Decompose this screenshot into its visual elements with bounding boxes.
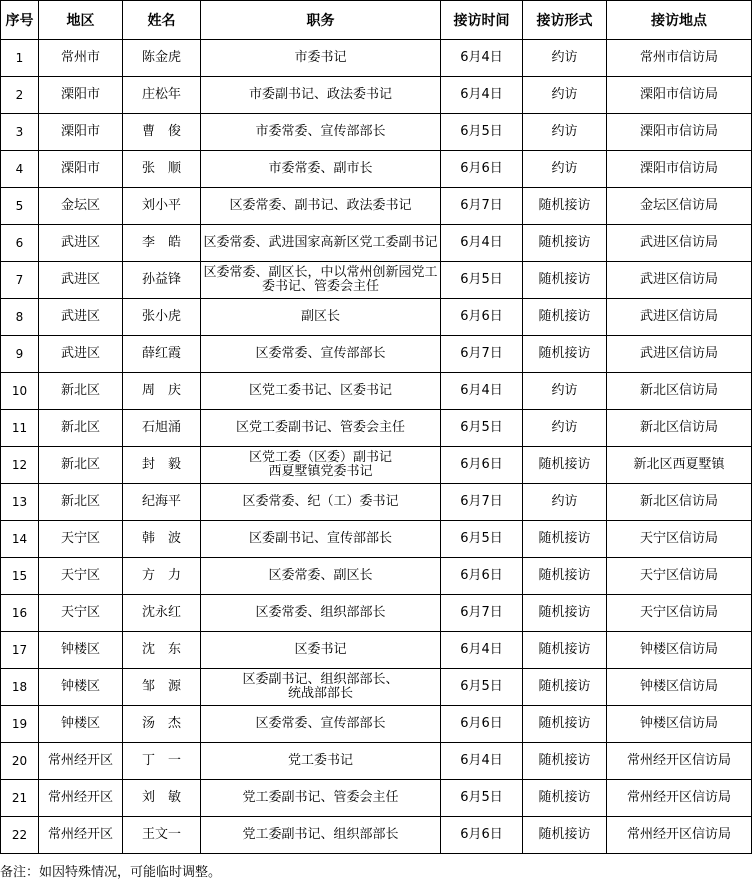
table-row [1, 521, 752, 558]
header-no: 序号 [1, 1, 39, 40]
cell-no: 15 [1, 558, 39, 595]
cell-form: 约访 [523, 77, 607, 114]
cell-no: 2 [1, 77, 39, 114]
cell-date: 6月5日 [441, 262, 523, 299]
cell-date: 6月5日 [441, 521, 523, 558]
cell-form: 随机接访 [523, 225, 607, 262]
cell-name: 王文一 [123, 817, 201, 854]
cell-place: 溧阳市信访局 [607, 77, 752, 114]
cell-name: 张小虎 [123, 299, 201, 336]
header-form: 接访形式 [523, 1, 607, 40]
table-row [1, 151, 752, 188]
cell-place: 常州经开区信访局 [607, 817, 752, 854]
table-row [1, 336, 752, 373]
cell-no: 6 [1, 225, 39, 262]
cell-no: 4 [1, 151, 39, 188]
table-row [1, 447, 752, 484]
table-row [1, 114, 752, 151]
cell-place: 天宁区信访局 [607, 558, 752, 595]
cell-no: 16 [1, 595, 39, 632]
cell-place: 常州市信访局 [607, 40, 752, 77]
table-row [1, 669, 752, 706]
header-place: 接访地点 [607, 1, 752, 40]
cell-duty: 区党工委书记、区委书记 [201, 373, 441, 410]
cell-no: 13 [1, 484, 39, 521]
table-row [1, 743, 752, 780]
cell-area: 天宁区 [39, 558, 123, 595]
cell-date: 6月6日 [441, 447, 523, 484]
cell-area: 常州经开区 [39, 780, 123, 817]
cell-name: 薛红霞 [123, 336, 201, 373]
cell-form: 随机接访 [523, 595, 607, 632]
cell-place: 金坛区信访局 [607, 188, 752, 225]
cell-name: 陈金虎 [123, 40, 201, 77]
cell-no: 19 [1, 706, 39, 743]
cell-place: 新北区西夏墅镇 [607, 447, 752, 484]
table-row [1, 188, 752, 225]
cell-date: 6月7日 [441, 188, 523, 225]
footnote: 备注：如因特殊情况，可能临时调整。 [0, 865, 222, 880]
cell-name: 刘小平 [123, 188, 201, 225]
cell-place: 武进区信访局 [607, 262, 752, 299]
cell-form: 约访 [523, 373, 607, 410]
cell-form: 约访 [523, 484, 607, 521]
cell-date: 6月4日 [441, 373, 523, 410]
header-date: 接访时间 [441, 1, 523, 40]
cell-form: 约访 [523, 114, 607, 151]
cell-duty: 区委常委、副区长，中以常州创新园党工委书记、管委会主任 [201, 262, 441, 299]
cell-form: 随机接访 [523, 521, 607, 558]
cell-no: 12 [1, 447, 39, 484]
cell-date: 6月4日 [441, 225, 523, 262]
cell-place: 新北区信访局 [607, 410, 752, 447]
cell-place: 常州经开区信访局 [607, 743, 752, 780]
cell-date: 6月5日 [441, 669, 523, 706]
cell-form: 随机接访 [523, 706, 607, 743]
cell-no: 20 [1, 743, 39, 780]
cell-duty: 区委常委、纪（工）委书记 [201, 484, 441, 521]
header-row [1, 1, 752, 40]
table-row [1, 595, 752, 632]
cell-date: 6月6日 [441, 817, 523, 854]
table-row [1, 706, 752, 743]
cell-area: 钟楼区 [39, 669, 123, 706]
cell-date: 6月5日 [441, 780, 523, 817]
cell-form: 随机接访 [523, 669, 607, 706]
cell-form: 随机接访 [523, 632, 607, 669]
cell-no: 11 [1, 410, 39, 447]
cell-duty: 区党工委副书记、管委会主任 [201, 410, 441, 447]
cell-date: 6月6日 [441, 151, 523, 188]
cell-form: 约访 [523, 410, 607, 447]
cell-place: 新北区信访局 [607, 484, 752, 521]
cell-area: 天宁区 [39, 521, 123, 558]
table-row [1, 780, 752, 817]
cell-area: 新北区 [39, 410, 123, 447]
cell-name: 庄松年 [123, 77, 201, 114]
cell-area: 金坛区 [39, 188, 123, 225]
cell-date: 6月5日 [441, 410, 523, 447]
cell-date: 6月5日 [441, 114, 523, 151]
cell-no: 10 [1, 373, 39, 410]
cell-date: 6月4日 [441, 632, 523, 669]
cell-name: 纪海平 [123, 484, 201, 521]
cell-name: 刘 敏 [123, 780, 201, 817]
cell-place: 钟楼区信访局 [607, 706, 752, 743]
cell-no: 9 [1, 336, 39, 373]
cell-duty: 区委常委、组织部部长 [201, 595, 441, 632]
cell-area: 武进区 [39, 336, 123, 373]
cell-place: 武进区信访局 [607, 336, 752, 373]
cell-no: 17 [1, 632, 39, 669]
cell-duty: 区委副书记、组织部部长、 统战部部长 [201, 669, 441, 706]
cell-place: 钟楼区信访局 [607, 632, 752, 669]
cell-name: 沈永红 [123, 595, 201, 632]
cell-form: 随机接访 [523, 743, 607, 780]
cell-duty: 区委书记 [201, 632, 441, 669]
cell-form: 约访 [523, 151, 607, 188]
cell-no: 18 [1, 669, 39, 706]
cell-name: 石旭涌 [123, 410, 201, 447]
cell-place: 武进区信访局 [607, 225, 752, 262]
cell-form: 随机接访 [523, 817, 607, 854]
cell-date: 6月7日 [441, 595, 523, 632]
cell-place: 溧阳市信访局 [607, 151, 752, 188]
cell-form: 随机接访 [523, 447, 607, 484]
header-area: 地区 [39, 1, 123, 40]
cell-area: 新北区 [39, 484, 123, 521]
cell-form: 随机接访 [523, 299, 607, 336]
cell-duty: 市委常委、副市长 [201, 151, 441, 188]
cell-area: 常州经开区 [39, 817, 123, 854]
cell-form: 随机接访 [523, 780, 607, 817]
table-row [1, 817, 752, 854]
cell-area: 武进区 [39, 225, 123, 262]
cell-area: 常州经开区 [39, 743, 123, 780]
cell-area: 钟楼区 [39, 632, 123, 669]
header-name: 姓名 [123, 1, 201, 40]
cell-name: 孙益锋 [123, 262, 201, 299]
cell-area: 新北区 [39, 373, 123, 410]
cell-area: 钟楼区 [39, 706, 123, 743]
cell-no: 3 [1, 114, 39, 151]
table-row [1, 77, 752, 114]
cell-duty: 区委常委、副区长 [201, 558, 441, 595]
cell-duty: 党工委书记 [201, 743, 441, 780]
cell-area: 溧阳市 [39, 77, 123, 114]
cell-name: 李 皓 [123, 225, 201, 262]
cell-place: 常州经开区信访局 [607, 780, 752, 817]
cell-place: 天宁区信访局 [607, 521, 752, 558]
cell-no: 5 [1, 188, 39, 225]
cell-name: 曹 俊 [123, 114, 201, 151]
cell-date: 6月7日 [441, 484, 523, 521]
table-row [1, 262, 752, 299]
table-row [1, 373, 752, 410]
cell-place: 天宁区信访局 [607, 595, 752, 632]
cell-duty: 副区长 [201, 299, 441, 336]
cell-duty: 区委常委、副书记、政法委书记 [201, 188, 441, 225]
cell-duty: 市委副书记、政法委书记 [201, 77, 441, 114]
cell-duty: 市委常委、宣传部部长 [201, 114, 441, 151]
cell-form: 随机接访 [523, 188, 607, 225]
cell-area: 武进区 [39, 299, 123, 336]
cell-no: 14 [1, 521, 39, 558]
cell-date: 6月6日 [441, 706, 523, 743]
cell-name: 丁 一 [123, 743, 201, 780]
cell-area: 天宁区 [39, 595, 123, 632]
cell-duty: 区委常委、宣传部部长 [201, 336, 441, 373]
cell-place: 钟楼区信访局 [607, 669, 752, 706]
cell-name: 汤 杰 [123, 706, 201, 743]
cell-name: 封 毅 [123, 447, 201, 484]
cell-duty: 市委书记 [201, 40, 441, 77]
cell-date: 6月6日 [441, 299, 523, 336]
cell-area: 新北区 [39, 447, 123, 484]
cell-place: 武进区信访局 [607, 299, 752, 336]
header-duty: 职务 [201, 1, 441, 40]
cell-area: 武进区 [39, 262, 123, 299]
table-row [1, 558, 752, 595]
cell-form: 约访 [523, 40, 607, 77]
cell-duty: 区委常委、宣传部部长 [201, 706, 441, 743]
cell-area: 常州市 [39, 40, 123, 77]
cell-date: 6月4日 [441, 40, 523, 77]
table-row [1, 225, 752, 262]
cell-name: 沈 东 [123, 632, 201, 669]
cell-form: 随机接访 [523, 558, 607, 595]
cell-date: 6月4日 [441, 77, 523, 114]
table-body [1, 40, 752, 854]
cell-form: 随机接访 [523, 262, 607, 299]
cell-date: 6月4日 [441, 743, 523, 780]
cell-name: 邹 源 [123, 669, 201, 706]
cell-duty: 区委常委、武进国家高新区党工委副书记 [201, 225, 441, 262]
cell-no: 22 [1, 817, 39, 854]
cell-name: 周 庆 [123, 373, 201, 410]
cell-no: 21 [1, 780, 39, 817]
cell-duty: 区党工委（区委）副书记 西夏墅镇党委书记 [201, 447, 441, 484]
cell-name: 韩 波 [123, 521, 201, 558]
cell-place: 溧阳市信访局 [607, 114, 752, 151]
cell-form: 随机接访 [523, 336, 607, 373]
cell-area: 溧阳市 [39, 151, 123, 188]
cell-date: 6月7日 [441, 336, 523, 373]
cell-name: 方 力 [123, 558, 201, 595]
cell-no: 8 [1, 299, 39, 336]
cell-duty: 区委副书记、宣传部部长 [201, 521, 441, 558]
cell-area: 溧阳市 [39, 114, 123, 151]
cell-duty: 党工委副书记、管委会主任 [201, 780, 441, 817]
cell-duty: 党工委副书记、组织部部长 [201, 817, 441, 854]
table-row [1, 632, 752, 669]
table-row [1, 40, 752, 77]
cell-place: 新北区信访局 [607, 373, 752, 410]
table-row [1, 484, 752, 521]
cell-no: 7 [1, 262, 39, 299]
cell-date: 6月6日 [441, 558, 523, 595]
table-row [1, 299, 752, 336]
cell-no: 1 [1, 40, 39, 77]
cell-name: 张 顺 [123, 151, 201, 188]
table-row [1, 410, 752, 447]
